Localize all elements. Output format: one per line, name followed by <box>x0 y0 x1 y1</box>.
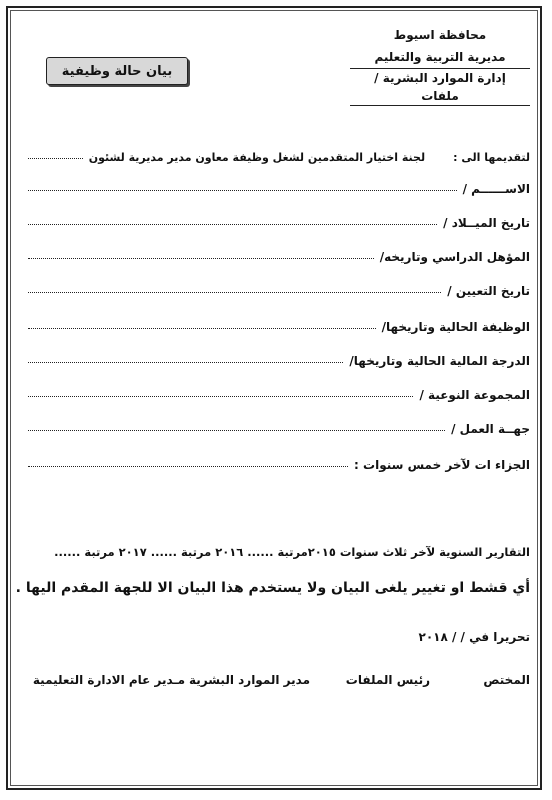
field-label: الجزاء ات لآخر خمس سنوات : <box>354 458 530 472</box>
field-label: الاســــــم / <box>462 182 530 196</box>
field-grade-row <box>22 346 530 368</box>
field-penalties-row <box>22 450 530 472</box>
field-appointment-row <box>22 276 530 298</box>
qualification-fill-line[interactable] <box>28 254 374 259</box>
field-label: الوظيفة الحالية وتاريخها/ <box>381 320 530 334</box>
validity-warning: أي قشط او تغيير يلغى البيان ولا يستخدم هذا البيان الا للجهة المقدم اليها . <box>15 580 530 596</box>
group-fill-line[interactable] <box>28 392 413 397</box>
letterhead <box>350 24 530 107</box>
appointment-fill-line[interactable] <box>28 288 441 293</box>
name-fill-line[interactable] <box>28 186 457 191</box>
field-label: الدرجة المالية الحالية وتاريخها/ <box>349 354 530 368</box>
birthdate-fill-line[interactable] <box>28 220 437 225</box>
field-label: المجموعة النوعية / <box>419 388 530 402</box>
field-label: المؤهل الدراسي وتاريخه/ <box>379 250 530 264</box>
field-workplace-row <box>22 414 530 436</box>
governorate-name: محافظة اسيوط <box>393 28 487 42</box>
field-name-row <box>22 174 530 196</box>
signature-row <box>22 673 530 695</box>
fill-dots <box>28 154 83 159</box>
workplace-fill-line[interactable] <box>28 426 445 431</box>
field-label: تاريخ التعيين / <box>447 284 530 298</box>
department-name: إدارة الموارد البشرية / ملفات <box>350 68 530 106</box>
field-group-row <box>22 380 530 402</box>
field-label: تاريخ الميــلاد / <box>443 216 530 230</box>
submission-label: لتقديمها الى : <box>453 151 530 164</box>
signature-clerk: المختص <box>483 673 530 687</box>
signature-hr-manager: مدير الموارد البشرية <box>188 673 310 687</box>
directorate-name: مديرية التربية والتعليم <box>374 50 506 64</box>
signature-general-manager: مـدير عام الادارة التعليمية <box>32 673 185 687</box>
submission-line <box>22 142 530 164</box>
field-qualification-row <box>22 242 530 264</box>
grade-fill-line[interactable] <box>28 358 343 363</box>
field-position-row <box>22 312 530 334</box>
penalties-fill-line[interactable] <box>28 462 348 467</box>
position-fill-line[interactable] <box>28 324 376 329</box>
annual-reports-line: التقارير السنوية لآخر ثلاث سنوات ٢٠١٥مرتبة ...... ٢٠١٦ مرتبة ...... ٢٠١٧ مرتبة ...... <box>54 545 530 559</box>
field-birthdate-row <box>22 208 530 230</box>
document-title: بيان حالة وظيفية <box>46 57 188 85</box>
field-label: جهــة العمل / <box>451 422 530 436</box>
issue-date: تحريرا في / / ٢٠١٨ <box>418 630 530 644</box>
submission-text: لجنة اختيار المتقدمين لشغل وظيفة معاون مدير مديرية لشئون <box>88 151 426 164</box>
signature-files-head: رئيس الملفات <box>345 673 430 687</box>
